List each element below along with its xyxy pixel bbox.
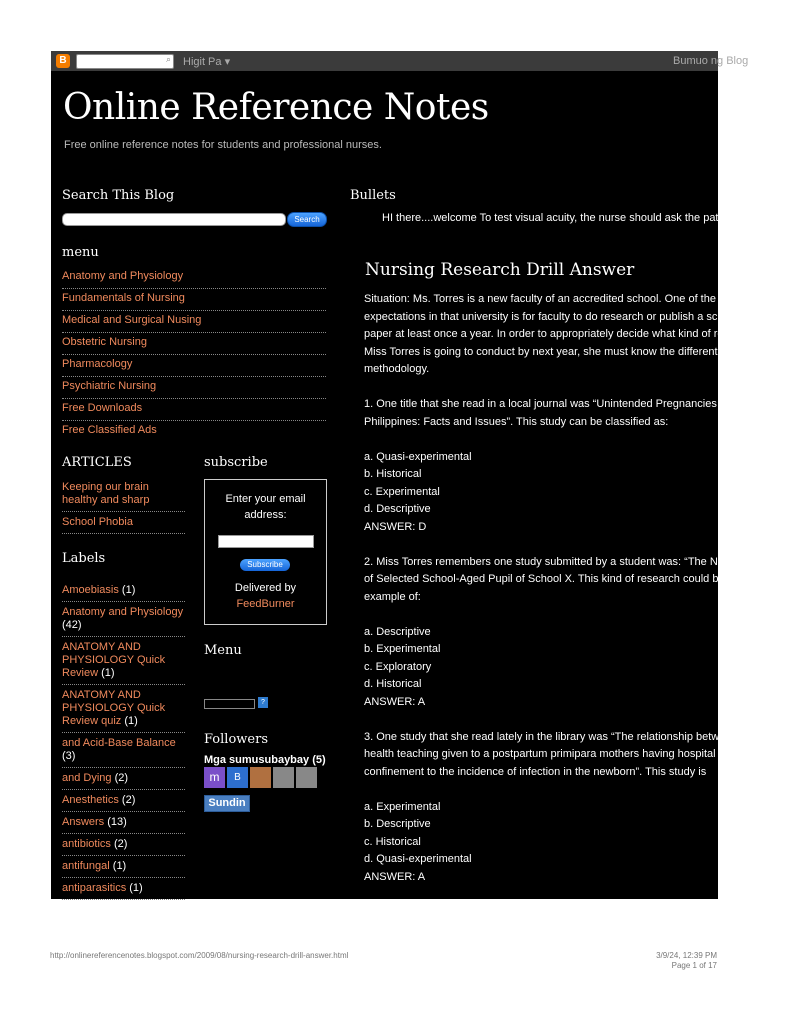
- post-line: ANSWER: A: [364, 695, 426, 708]
- menu-item[interactable]: Free Downloads: [62, 399, 326, 421]
- bullets-heading: Bullets: [350, 188, 396, 203]
- followers-count[interactable]: Mga sumusubaybay (5): [204, 754, 326, 766]
- label-count: (1): [121, 715, 138, 727]
- follower-avatar[interactable]: [204, 767, 225, 788]
- follower-avatar-letter: B: [234, 772, 241, 783]
- post-spacer: [364, 711, 724, 729]
- label-item: [62, 794, 185, 812]
- follower-avatar[interactable]: [273, 767, 294, 788]
- label-item: [62, 641, 185, 685]
- post-line: 1. One title that she read in a local journal was “Unintended Pregnancies in the: [364, 398, 747, 410]
- label-item: [62, 584, 185, 602]
- subscribe-box: [204, 479, 327, 625]
- post-title[interactable]: Nursing Research Drill Answer: [365, 260, 635, 280]
- post-line: Miss Torres is going to conduct by next year, she must know the different research: [364, 345, 764, 358]
- post-line: Philippines: Facts and Issues”. This study can be classified as:: [364, 415, 669, 428]
- articles-list: [62, 481, 185, 538]
- label-count: (13): [104, 816, 127, 828]
- label-count: (1): [126, 882, 143, 894]
- feedburner-link[interactable]: FeedBurner: [236, 598, 295, 610]
- menu2-input[interactable]: [204, 699, 255, 709]
- bullets-marquee: HI there....welcome To test visual acuity, the nurse should ask the patient: [382, 212, 737, 224]
- menu-item[interactable]: Pharmacology: [62, 355, 326, 377]
- post-line: paper at least once a year. In order to appropriately decide what kind of research: [364, 328, 757, 340]
- post-line: d. Historical: [364, 678, 422, 690]
- label-count: (3): [62, 750, 76, 762]
- label-link[interactable]: ANATOMY AND PHYSIOLOGY Quick Review: [62, 641, 166, 679]
- delivered-by: [205, 580, 326, 612]
- label-link[interactable]: antifungal: [62, 860, 110, 872]
- navbar-create-blog-link[interactable]: Bumuo ng Blog: [673, 55, 749, 67]
- search-icon[interactable]: ⌕: [165, 54, 171, 64]
- label-link[interactable]: Answers: [62, 816, 105, 828]
- blogger-logo-icon[interactable]: B: [56, 54, 70, 68]
- post-spacer: [364, 536, 724, 554]
- search-button[interactable]: Search: [287, 212, 327, 227]
- post-line: d. Descriptive: [364, 503, 431, 515]
- post-body: [364, 291, 794, 886]
- post-line: b. Historical: [364, 468, 422, 480]
- follow-button[interactable]: Sundin: [204, 795, 250, 812]
- label-count: (42): [62, 619, 82, 631]
- label-item: [62, 772, 185, 790]
- label-item: [62, 689, 185, 733]
- label-count: (2): [111, 772, 129, 784]
- label-link[interactable]: Anesthetics: [62, 794, 119, 806]
- print-footer-date: [656, 951, 717, 971]
- post-line: of Selected School-Aged Pupil of School X. This kind of research could be an: [364, 573, 740, 585]
- post-line: a. Quasi-experimental: [364, 450, 472, 463]
- delivered-by-label: Delivered by: [234, 582, 297, 594]
- menu-list: [62, 267, 326, 442]
- label-count: (2): [110, 838, 128, 850]
- label-count: (1): [109, 860, 127, 872]
- blogger-navbar: [51, 51, 749, 71]
- label-item: [62, 737, 185, 768]
- post-line: ANSWER: A: [364, 870, 426, 883]
- post-line: 2. Miss Torres remembers one study submitted by a student was: “The Nutritional Status: [364, 555, 794, 568]
- post-line: c. Exploratory: [364, 660, 432, 673]
- follower-avatar[interactable]: [227, 767, 248, 788]
- post-line: a. Descriptive: [364, 625, 431, 638]
- followers-heading: Followers: [204, 732, 268, 747]
- post-spacer: [364, 781, 724, 799]
- article-link[interactable]: Keeping our brain healthy and sharp: [62, 481, 185, 512]
- post-line: Situation: Ms. Torres is a new faculty of an accredited school. One of the: [364, 293, 716, 305]
- follower-avatar[interactable]: [250, 767, 271, 788]
- label-count: (1): [98, 667, 115, 679]
- navbar-more-menu[interactable]: Higit Pa ▾: [183, 56, 231, 68]
- menu-item[interactable]: Psychiatric Nursing: [62, 377, 326, 399]
- post-line: expectations in that university is for faculty to do research or publish a scientific: [364, 310, 749, 323]
- post-line: b. Descriptive: [364, 818, 431, 830]
- subscribe-button[interactable]: Subscribe: [240, 559, 290, 571]
- label-item: [62, 860, 185, 878]
- search-heading: Search This Blog: [62, 188, 175, 203]
- post-line: confinement to the incidence of infection in the newborn”. This study is: [364, 765, 707, 778]
- menu-item[interactable]: Fundamentals of Nursing: [62, 289, 326, 311]
- menu-item[interactable]: Anatomy and Physiology: [62, 267, 326, 289]
- label-item: [62, 882, 185, 900]
- menu-item[interactable]: Obstetric Nursing: [62, 333, 326, 355]
- label-item: [62, 606, 185, 637]
- post-line: b. Experimental: [364, 643, 441, 655]
- article-link[interactable]: School Phobia: [62, 516, 185, 534]
- subscribe-email-input[interactable]: [218, 535, 314, 548]
- navbar-search-input[interactable]: [76, 54, 174, 69]
- print-page-number: Page 1 of 17: [671, 961, 717, 970]
- labels-heading: Labels: [62, 551, 106, 566]
- blog-title[interactable]: Online Reference Notes: [63, 87, 489, 128]
- print-date: 3/9/24, 12:39 PM: [656, 951, 717, 960]
- menu2-heading: Menu: [204, 643, 242, 658]
- post-line: c. Historical: [364, 835, 421, 848]
- labels-list: [62, 584, 185, 904]
- label-link[interactable]: antiparasitics: [62, 882, 127, 894]
- post-spacer: [364, 431, 724, 449]
- menu-heading: menu: [62, 245, 99, 260]
- post-line: c. Experimental: [364, 485, 440, 498]
- print-footer-url: http://onlinereferencenotes.blogspot.com/2009/08/nursing-research-drill-answer.html: [50, 951, 349, 960]
- label-item: [62, 838, 185, 856]
- post-line: a. Experimental: [364, 800, 441, 813]
- menu-item[interactable]: Medical and Surgical Nusing: [62, 311, 326, 333]
- label-count: (1): [118, 584, 136, 596]
- menu-item[interactable]: Free Classified Ads: [62, 424, 157, 436]
- post-line: d. Quasi-experimental: [364, 853, 472, 865]
- subscribe-heading: subscribe: [204, 455, 268, 470]
- post-spacer: [364, 379, 724, 397]
- menu2-button[interactable]: ?: [258, 697, 268, 708]
- follower-avatar-letter: m: [209, 770, 220, 784]
- blog-search-input[interactable]: [62, 213, 286, 226]
- post-line: example of:: [364, 590, 421, 603]
- blog-page: [51, 51, 794, 899]
- post-line: ANSWER: D: [364, 520, 427, 533]
- label-link[interactable]: and Dying: [62, 772, 112, 784]
- blog-description: Free online reference notes for students and professional nurses.: [64, 139, 382, 151]
- label-count: (2): [118, 794, 136, 806]
- articles-heading: ARTICLES: [62, 455, 132, 470]
- label-link[interactable]: antibiotics: [62, 838, 111, 850]
- post-line: health teaching given to a postpartum primipara mothers having hospital: [364, 748, 716, 760]
- label-item: [62, 816, 185, 834]
- post-line: 3. One study that she read lately in the library was “The relationship between: [364, 730, 738, 743]
- post-line: methodology.: [364, 363, 430, 375]
- post-spacer: [364, 606, 724, 624]
- label-link[interactable]: and Acid-Base Balance: [62, 737, 176, 749]
- label-link[interactable]: ANATOMY AND PHYSIOLOGY Quick Review quiz: [62, 689, 166, 727]
- follower-avatar[interactable]: [296, 767, 317, 788]
- label-link[interactable]: Anatomy and Physiology: [62, 606, 184, 618]
- subscribe-prompt: Enter your email address:: [225, 493, 306, 521]
- label-link[interactable]: Amoebiasis: [62, 584, 119, 596]
